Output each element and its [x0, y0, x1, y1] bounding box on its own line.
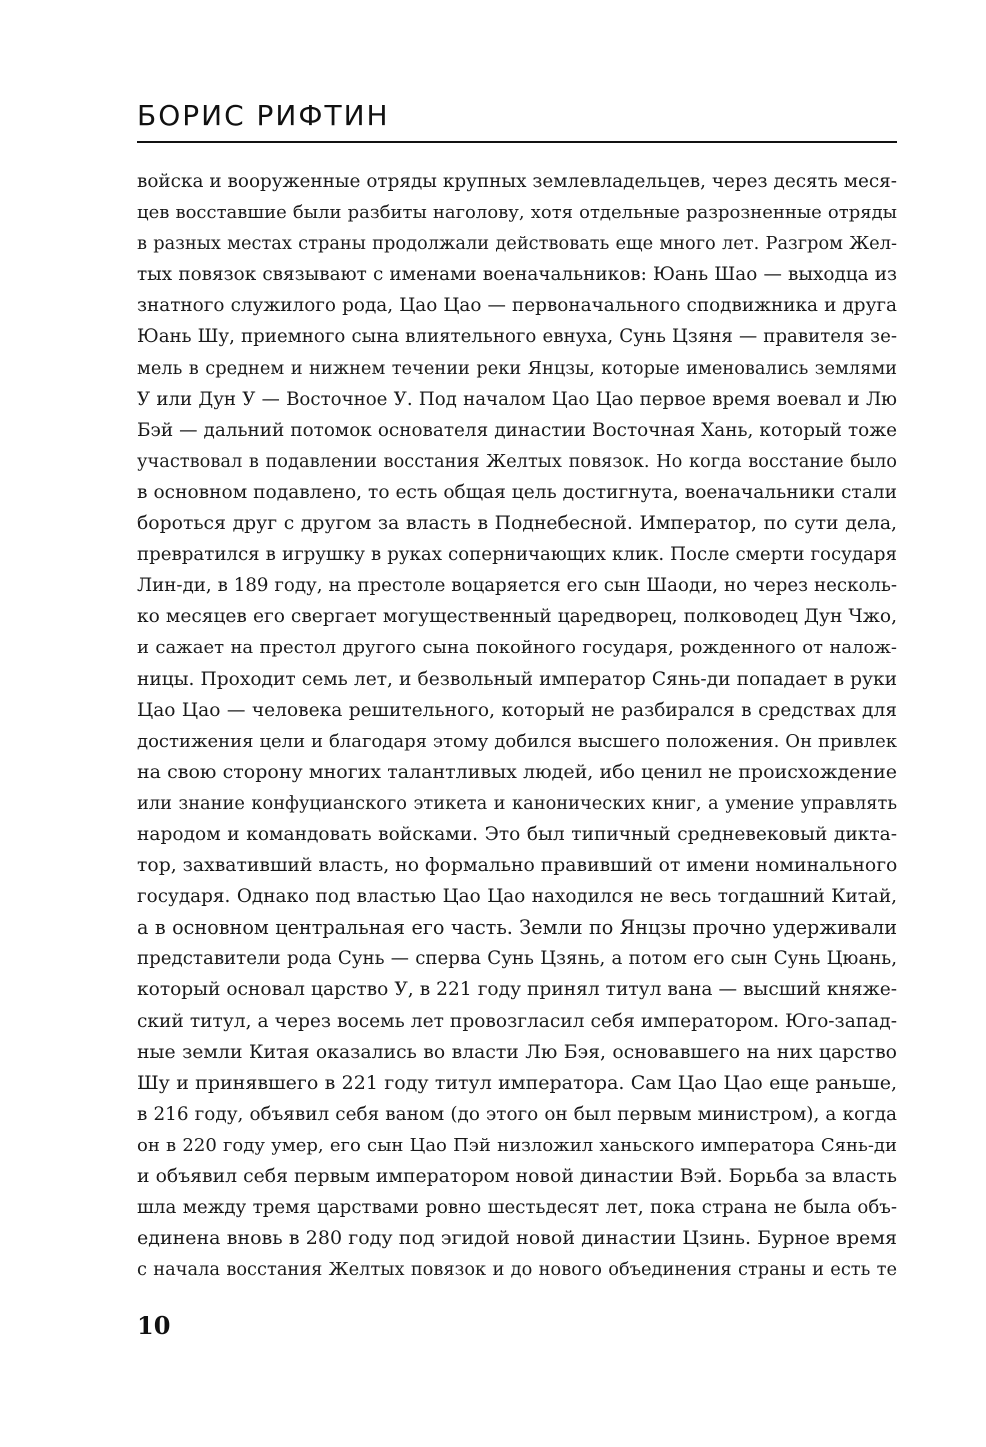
text-line: тор, захвативший власть, но формально правивший от имени номинального [137, 855, 897, 877]
text-line: У или Дун У — Восточное У. Под началом Цао Цао первое время воевал и Лю [137, 388, 897, 410]
text-line: в разных местах страны продолжали действовать еще много лет. Разгром Жел- [137, 233, 897, 255]
text-line: тых повязок связывают с именами военачальников: Юань Шао — выходца из [137, 264, 897, 286]
text-line: Юань Шу, приемного сына влиятельного евнуха, Сунь Цзяня — правителя зе- [137, 326, 897, 348]
text-line: в основном подавлено, то есть общая цель достигнута, военачальники стали [137, 481, 897, 503]
text-line: представители рода Сунь — сперва Сунь Цзянь, а потом его сын Сунь Цюань, [137, 948, 897, 970]
text-line: а в основном центральная его часть. Земли по Янцзы прочно удерживали [137, 916, 897, 940]
text-line: Бэй — дальний потомок основателя династии Восточная Хань, который тоже [137, 419, 897, 441]
text-line: единена вновь в 280 году под эгидой новой династии Цзинь. Бурное время [137, 1227, 897, 1250]
text-line: в 216 году, объявил себя ваном (до этого он был первым министром), а когда [137, 1103, 897, 1125]
text-line: превратился в игрушку в руках соперничающих клик. После смерти государя [137, 544, 897, 566]
text-line: участвовал в подавлении восстания Желтых повязок. Но когда восстание было [137, 450, 897, 472]
text-line: народом и командовать войсками. Это был типичный средневековый дикта- [137, 823, 897, 845]
running-title: БОРИС РИФТИН [137, 99, 390, 132]
text-line: Цао Цао — человека решительного, который не разбирался в средствах для [137, 699, 897, 721]
text-line: он в 220 году умер, его сын Цао Пэй низложил ханьского императора Сянь-ди [137, 1134, 897, 1156]
body-text [137, 166, 897, 1285]
text-line: Шу и принявшего в 221 году титул императора. Сам Цао Цао еще раньше, [137, 1071, 897, 1094]
text-line: знатного служилого рода, Цао Цао — первоначального сподвижника и друга [137, 295, 897, 317]
text-line: ко месяцев его свергает могущественный царедворец, полководец Дун Чжо, [137, 606, 897, 628]
text-line: на свою сторону многих талантливых людей, ибо ценил не происхождение [137, 760, 897, 783]
text-line: или знание конфуцианского этикета и канонических книг, а умение управлять [137, 792, 897, 814]
text-line: государя. Однако под властью Цао Цао находился не весь тогдашний Китай, [137, 886, 897, 908]
text-line: ницы. Проходит семь лет, и безвольный император Сянь-ди попадает в руки [137, 668, 897, 690]
text-line: войска и вооруженные отряды крупных землевладельцев, через десять меся- [137, 171, 897, 192]
text-line: ский титул, а через восемь лет провозгласил себя императором. Юго-запад- [137, 1010, 897, 1032]
text-line: цев восставшие были разбиты наголову, хотя отдельные разрозненные отряды [137, 202, 897, 224]
text-line: ные земли Китая оказались во власти Лю Бэя, основавшего на них царство [137, 1041, 897, 1063]
text-line: Лин-ди, в 189 году, на престоле воцаряется его сын Шаоди, но через несколь- [137, 575, 897, 597]
text-line: бороться друг с другом за власть в Поднебесной. Император, по сути дела, [137, 513, 897, 535]
text-line: мель в среднем и нижнем течении реки Янцзы, которые именовались землями [137, 357, 897, 379]
text-line: и сажает на престол другого сына покойного государя, рожденного от налож- [137, 637, 897, 659]
header-rule [137, 141, 897, 143]
text-line: шла между тремя царствами ровно шестьдесят лет, пока страна не была объ- [137, 1197, 897, 1219]
text-line: достижения цели и благодаря этому добился высшего положения. Он привлек [137, 730, 897, 752]
text-line: и объявил себя первым императором новой династии Вэй. Борьба за власть [137, 1166, 897, 1187]
text-line: который основал царство У, в 221 году принял титул вана — высший княже- [137, 979, 897, 1001]
text-line: с начала восстания Желтых повязок и до нового объединения страны и есть те [137, 1259, 897, 1281]
page-number: 10 [137, 1311, 171, 1340]
